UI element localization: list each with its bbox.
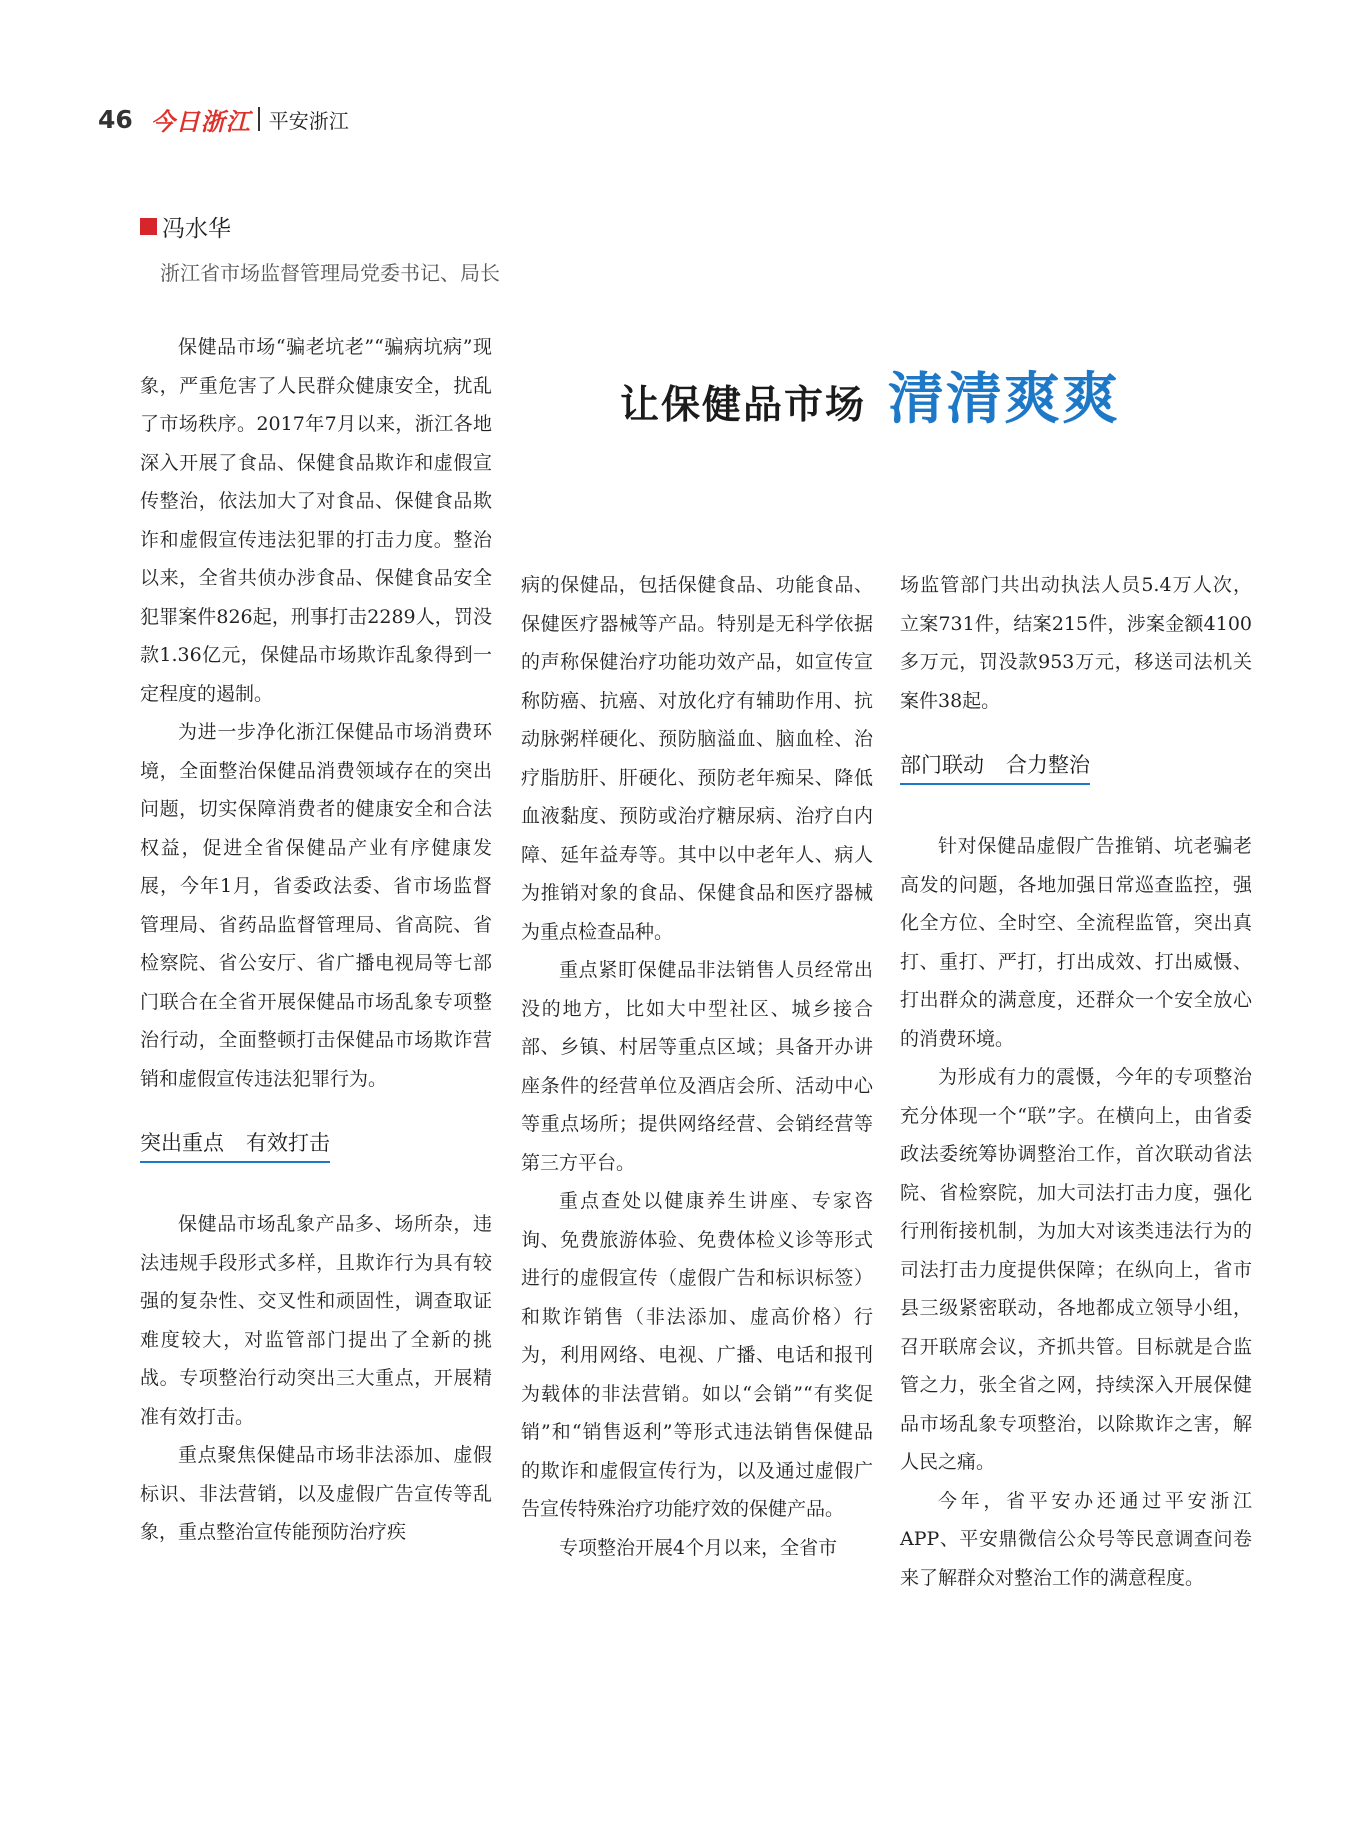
paragraph: 重点紧盯保健品非法销售人员经常出没的地方，比如大中型社区、城乡接合部、乡镇、村居等重点区域；具备开办讲座条件的经营单位及酒店会所、活动中心等重点场所；提供网络经营、会销经营等第三方平台。 <box>521 959 873 1174</box>
paragraph: 保健品市场“骗老坑老”“骗病坑病”现象，严重危害了人民群众健康安全，扰乱了市场秩序。2017年7月以来，浙江各地深入开展了食品、保健食品欺诈和虚假宣传整治，依法加大了对食品、保健食品欺诈和虚假宣传违法犯罪的打击力度。整治以来，全省共侦办涉食品、保健食品安全犯罪案件826起，刑事打击2289人，罚没款1.36亿元，保健品市场欺诈乱象得到一定程度的遏制。 <box>140 336 492 705</box>
paragraph: 今年，省平安办还通过平安浙江APP、平安鼎微信公众号等民意调查问卷来了解群众对整治工作的满意程度。 <box>900 1489 1252 1589</box>
paragraph: 场监管部门共出动执法人员5.4万人次，立案731件，结案215件，涉案金额4100多万元，罚没款953万元，移送司法机关案件38起。 <box>900 574 1252 712</box>
author-block <box>140 210 500 286</box>
subhead-row <box>900 750 1252 785</box>
author-name-row <box>140 210 500 243</box>
paragraph: 病的保健品，包括保健食品、功能食品、保健医疗器械等产品。特别是无科学依据的声称保健治疗功能功效产品，如宣传宣称防癌、抗癌、对放化疗有辅助作用、抗动脉粥样硬化、预防脑溢血、脑血栓、治疗脂肪肝、肝硬化、预防老年痴呆、降低血液黏度、预防或治疗糖尿病、治疗白内障、延年益寿等。其中以中老年人、病人为推销对象的食品、保健食品和医疗器械为重点检查品种。 <box>521 574 873 943</box>
paragraph: 重点聚焦保健品市场非法添加、虚假标识、非法营销，以及虚假广告宣传等乱象，重点整治宣传能预防治疗疾 <box>140 1444 492 1543</box>
author-name: 冯水华 <box>162 216 231 242</box>
column-2 <box>521 566 873 1567</box>
page-number: 46 <box>98 104 133 134</box>
magazine-logo: 今日浙江 <box>150 106 251 136</box>
section-subhead <box>140 1128 330 1163</box>
author-title: 浙江省市场监督管理局党委书记、局长 <box>160 261 500 285</box>
paragraph: 针对保健品虚假广告推销、坑老骗老高发的问题，各地加强日常巡查监控，强化全方位、全时空、全流程监管，突出真打、重打、严打，打出成效、打出威慑、打出群众的满意度，还群众一个安全放心的消费环境。 <box>900 835 1252 1050</box>
page-header <box>98 102 349 136</box>
header-divider <box>258 107 260 131</box>
headline-accent: 清清爽爽 <box>888 367 1121 432</box>
subhead-part: 突出重点 <box>140 1131 224 1155</box>
headline-lead: 让保健品市场 <box>620 382 867 428</box>
paragraph: 为进一步净化浙江保健品市场消费环境，全面整治保健品消费领域存在的突出问题，切实保障消费者的健康安全和合法权益，促进全省保健品产业有序健康发展，今年1月，省委政法委、省市场监督管理局、省药品监督管理局、省高院、省检察院、省公安厅、省广播电视局等七部门联合在全省开展保健品市场乱象专项整治行动，全面整顿打击保健品市场欺诈营销和虚假宣传违法犯罪行为。 <box>140 721 492 1090</box>
subhead-row <box>140 1128 492 1163</box>
paragraph: 保健品市场乱象产品多、场所杂，违法违规手段形式多样，且欺诈行为具有较强的复杂性、交叉性和顽固性，调查取证难度较大，对监管部门提出了全新的挑战。专项整治行动突出三大重点，开展精准有效打击。 <box>140 1213 492 1428</box>
red-square-icon <box>140 218 157 235</box>
paragraph: 重点查处以健康养生讲座、专家咨询、免费旅游体验、免费体检义诊等形式进行的虚假宣传（虚假广告和标识标签）和欺诈销售（非法添加、虚高价格）行为，利用网络、电视、广播、电话和报刊为载体的非法营销。如以“会销”“有奖促销”和“销售返利”等形式违法销售保健品的欺诈和虚假宣传行为，以及通过虚假广告宣传特殊治疗功能疗效的保健产品。 <box>521 1190 873 1520</box>
paragraph: 为形成有力的震慑，今年的专项整治充分体现一个“联”字。在横向上，由省委政法委统筹协调整治工作，首次联动省法院、省检察院，加大司法打击力度，强化行刑衔接机制，为加大对该类违法行为的司法打击力度提供保障；在纵向上，省市县三级紧密联动，各地都成立领导小组，召开联席会议，齐抓共管。目标就是合监管之力，张全省之网，持续深入开展保健品市场乱象专项整治，以除欺诈之害，解人民之痛。 <box>900 1066 1252 1473</box>
section-name: 平安浙江 <box>268 108 349 133</box>
subhead-part: 有效打击 <box>246 1131 330 1155</box>
paragraph: 专项整治开展4个月以来，全省市 <box>559 1536 838 1559</box>
subhead-part: 合力整治 <box>1006 753 1090 777</box>
section-subhead <box>900 750 1090 785</box>
article-headline <box>620 355 1120 435</box>
subhead-part: 部门联动 <box>900 753 984 777</box>
column-3 <box>900 566 1252 1597</box>
column-1 <box>140 328 492 1552</box>
